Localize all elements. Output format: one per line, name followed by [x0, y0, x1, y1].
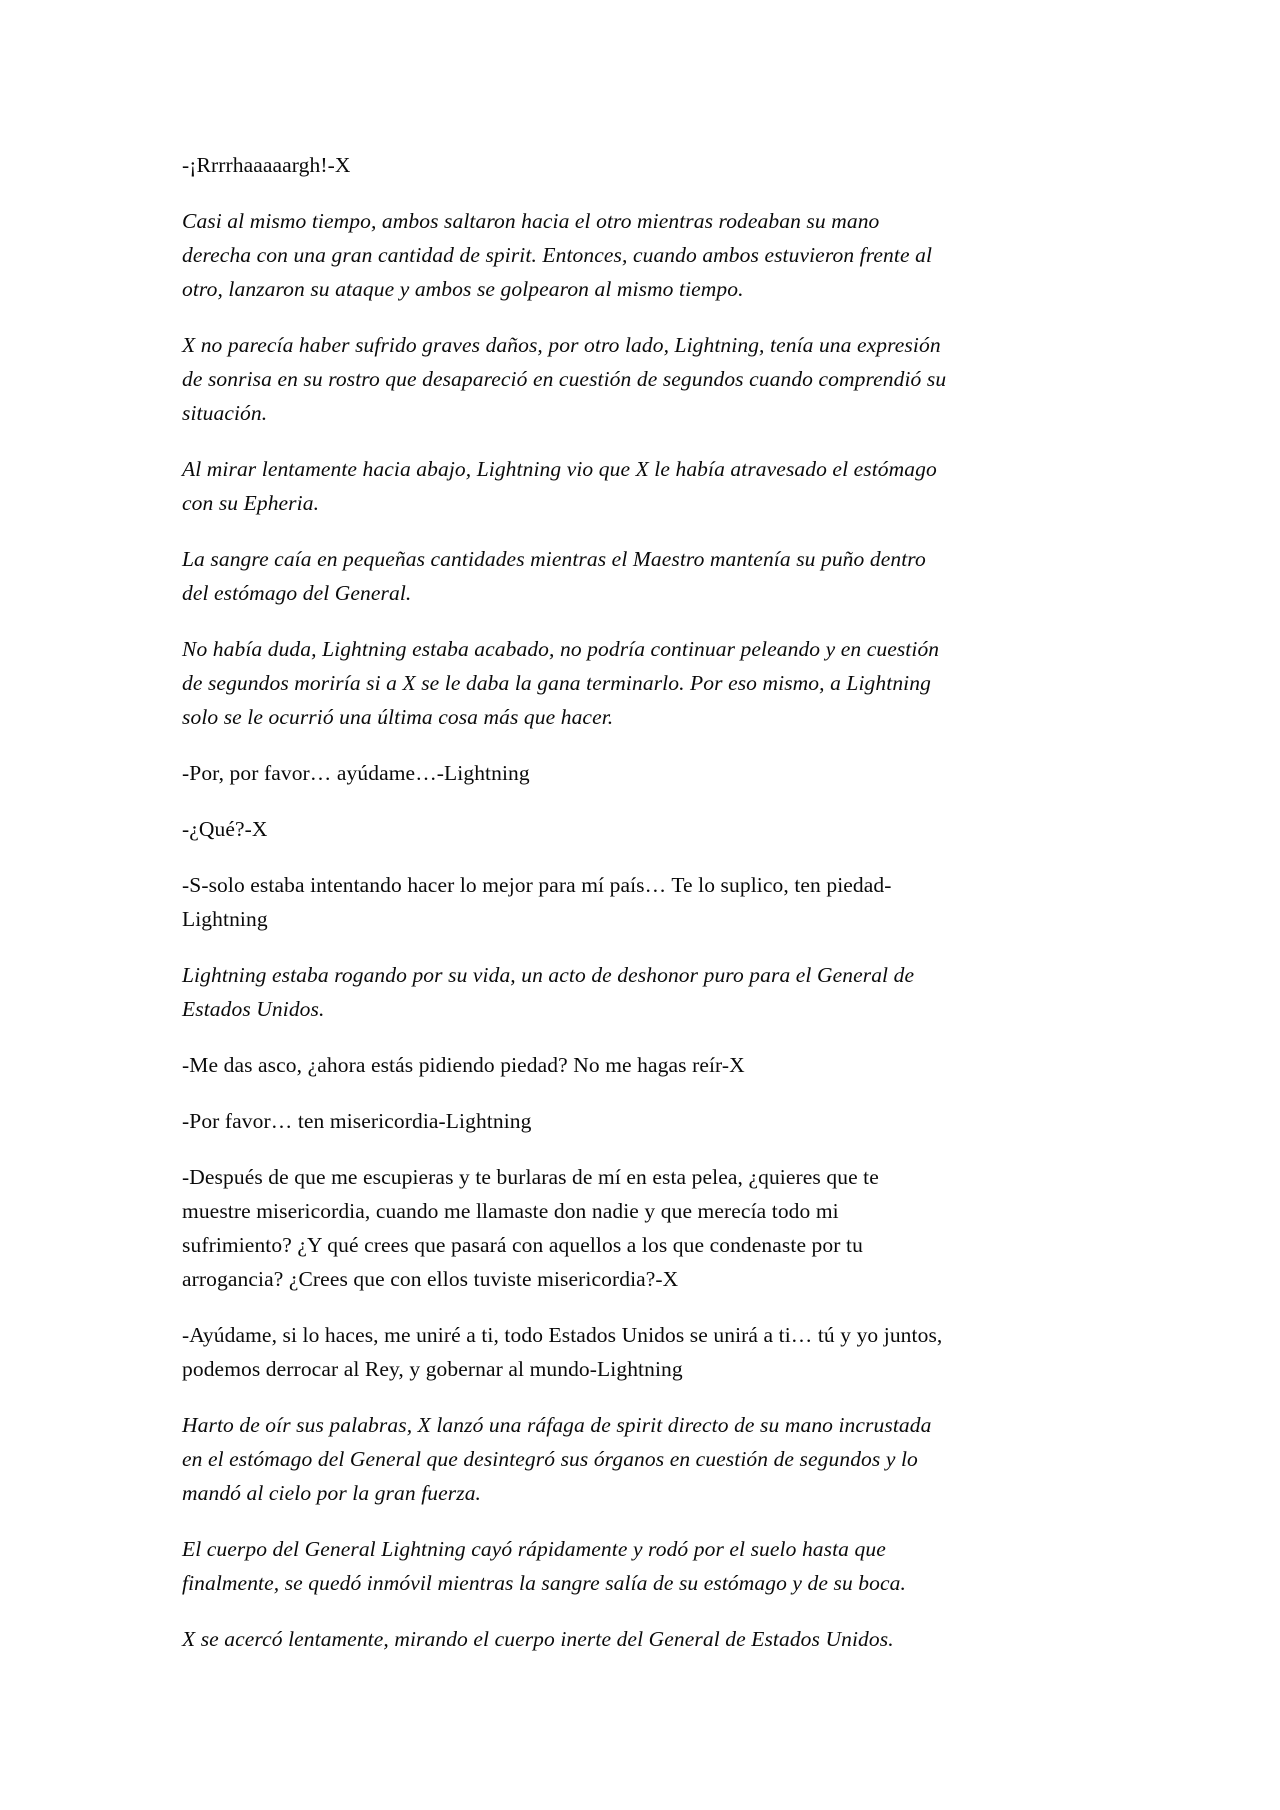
- text-line: arrogancia? ¿Crees que con ellos tuviste misericordia?-X: [182, 1267, 679, 1291]
- text-line: -Ayúdame, si lo haces, me uniré a ti, todo Estados Unidos se unirá a ti… tú y yo juntos,: [182, 1323, 943, 1347]
- paragraph-17-narration: [182, 1622, 1132, 1656]
- text-line: Lightning estaba rogando por su vida, un acto de deshonor puro para el General de: [182, 963, 915, 987]
- paragraph-16-narration: [182, 1532, 1132, 1600]
- text-line: -Por, por favor… ayúdame…-Lightning: [182, 761, 530, 785]
- text-line: del estómago del General.: [182, 581, 412, 605]
- text-line: Al mirar lentamente hacia abajo, Lightning vio que X le había atravesado el estómago: [182, 457, 937, 481]
- text-line: situación.: [182, 401, 268, 425]
- paragraph-8-dialogue: [182, 812, 1132, 846]
- text-line: Casi al mismo tiempo, ambos saltaron hacia el otro mientras rodeaban su mano: [182, 209, 880, 233]
- text-line: X no parecía haber sufrido graves daños, por otro lado, Lightning, tenía una expresión: [182, 333, 941, 357]
- paragraph-15-narration: [182, 1408, 1132, 1510]
- text-line: con su Epheria.: [182, 491, 320, 515]
- text-column: [182, 148, 1132, 1656]
- text-line: -S-solo estaba intentando hacer lo mejor para mí país… Te lo suplico, ten piedad-: [182, 873, 892, 897]
- text-line: solo se le ocurrió una última cosa más que hacer.: [182, 705, 614, 729]
- text-line: de sonrisa en su rostro que desapareció en cuestión de segundos cuando comprendió su: [182, 367, 947, 391]
- text-line: Harto de oír sus palabras, X lanzó una ráfaga de spirit directo de su mano incrustada: [182, 1413, 932, 1437]
- paragraph-10-narration: [182, 958, 1132, 1026]
- text-line: mandó al cielo por la gran fuerza.: [182, 1481, 482, 1505]
- text-line: -Después de que me escupieras y te burlaras de mí en esta pelea, ¿quieres que te: [182, 1165, 879, 1189]
- text-line: en el estómago del General que desintegró sus órganos en cuestión de segundos y lo: [182, 1447, 918, 1471]
- text-line: podemos derrocar al Rey, y gobernar al mundo-Lightning: [182, 1357, 683, 1381]
- paragraph-9-dialogue: [182, 868, 1132, 936]
- paragraph-12-dialogue: [182, 1104, 1132, 1138]
- paragraph-6-narration: [182, 632, 1132, 734]
- paragraph-5-narration: [182, 542, 1132, 610]
- paragraph-7-dialogue: [182, 756, 1132, 790]
- text-line: No había duda, Lightning estaba acabado, no podría continuar peleando y en cuestión: [182, 637, 940, 661]
- text-line: -¿Qué?-X: [182, 817, 268, 841]
- text-line: finalmente, se quedó inmóvil mientras la sangre salía de su estómago y de su boca.: [182, 1571, 906, 1595]
- text-line: X se acercó lentamente, mirando el cuerpo inerte del General de Estados Unidos.: [182, 1627, 894, 1651]
- text-line: La sangre caía en pequeñas cantidades mientras el Maestro mantenía su puño dentro: [182, 547, 926, 571]
- text-line: Lightning: [182, 907, 268, 931]
- paragraph-11-dialogue: [182, 1048, 1132, 1082]
- paragraph-4-narration: [182, 452, 1132, 520]
- paragraph-14-dialogue: [182, 1318, 1132, 1386]
- text-line: muestre misericordia, cuando me llamaste don nadie y que merecía todo mi: [182, 1199, 839, 1223]
- text-line: -Por favor… ten misericordia-Lightning: [182, 1109, 532, 1133]
- text-line: -Me das asco, ¿ahora estás pidiendo piedad? No me hagas reír-X: [182, 1053, 745, 1077]
- text-line: El cuerpo del General Lightning cayó rápidamente y rodó por el suelo hasta que: [182, 1537, 886, 1561]
- paragraph-1-scream: [182, 148, 1132, 182]
- text-line: sufrimiento? ¿Y qué crees que pasará con aquellos a los que condenaste por tu: [182, 1233, 863, 1257]
- text-line: otro, lanzaron su ataque y ambos se golpearon al mismo tiempo.: [182, 277, 744, 301]
- text-line: de segundos moriría si a X se le daba la gana terminarlo. Por eso mismo, a Lightning: [182, 671, 931, 695]
- paragraph-2-narration: [182, 204, 1132, 306]
- text-line: Estados Unidos.: [182, 997, 325, 1021]
- paragraph-13-dialogue: [182, 1160, 1132, 1296]
- paragraph-3-narration: [182, 328, 1132, 430]
- text-line: derecha con una gran cantidad de spirit. Entonces, cuando ambos estuvieron frente al: [182, 243, 933, 267]
- text-line: -¡Rrrrhaaaaargh!-X: [182, 153, 351, 177]
